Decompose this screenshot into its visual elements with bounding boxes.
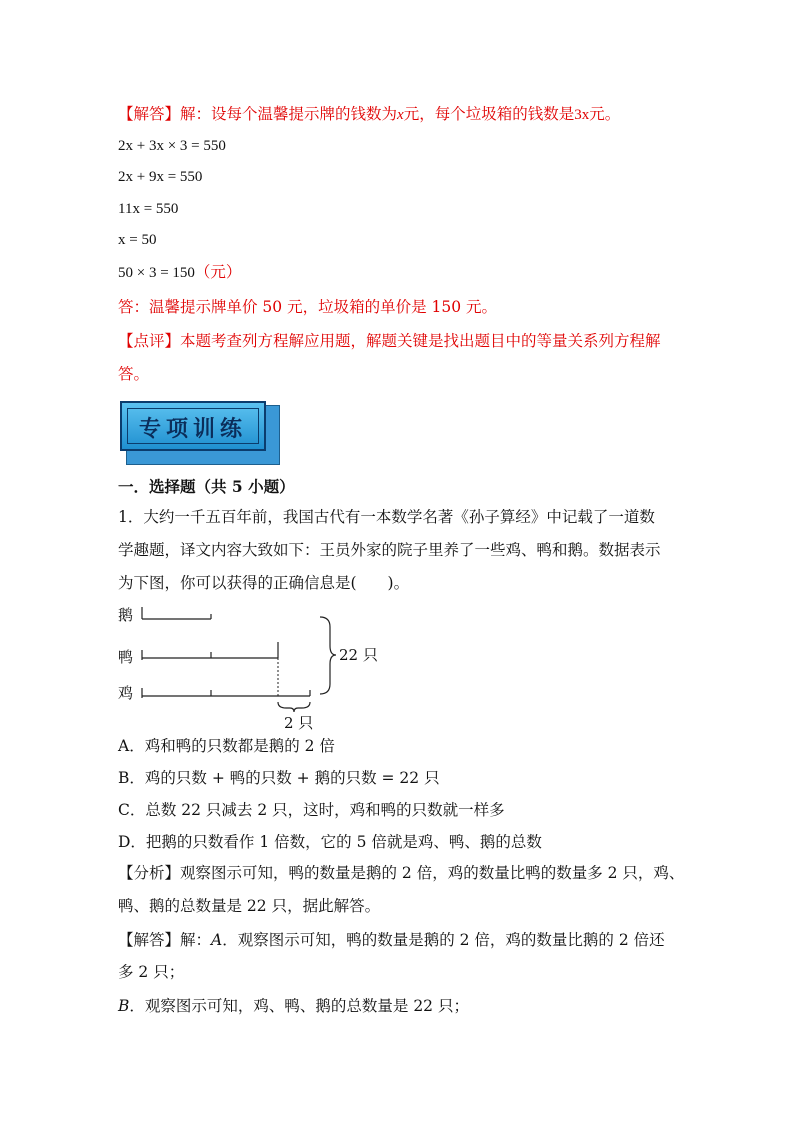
duck-segment [142, 642, 278, 660]
goose-segment [142, 607, 211, 619]
solution-line-1: 【解答】解：设每个温馨提示牌的钱数为x元，每个垃圾箱的钱数是3x元。 [118, 105, 621, 123]
question-line-1: 1．大约一千五百年前，我国古代有一本数学名著《孙子算经》中记载了一道数 [118, 508, 655, 526]
total-label: 22 只 [339, 646, 378, 664]
goose-label: 鹅 [118, 606, 134, 624]
equation-1: 2x + 3x × 3 = 550 [118, 138, 226, 154]
option-a: A．鸡和鸭的只数都是鹅的 2 倍 [118, 737, 335, 755]
solution-bracket: 【解答】 [118, 105, 181, 123]
question-line-3: 为下图，你可以获得的正确信息是( )。 [118, 574, 410, 592]
answer-line-1: 【解答】解：A．观察图示可知，鸭的数量是鹅的 2 倍，鸡的数量比鹅的 2 倍还 [118, 931, 665, 949]
answer-line-2: 多 2 只； [118, 963, 185, 981]
chicken-label: 鸡 [118, 684, 134, 702]
analysis-line-1: 【分析】观察图示可知，鸭的数量是鹅的 2 倍，鸡的数量比鸭的数量多 2 只，鸡、 [118, 864, 685, 882]
section-title: 一．选择题（共 5 小题） [118, 477, 295, 496]
option-d: D．把鹅的只数看作 1 倍数，它的 5 倍就是鸡、鸭、鹅的总数 [118, 833, 542, 851]
equation-3: 11x = 550 [118, 201, 179, 217]
section-banner [120, 401, 278, 463]
line-segment-diagram [116, 598, 386, 738]
equation-4: x = 50 [118, 232, 157, 248]
comment-line-1: 【点评】本题考查列方程解应用题，解题关键是找出题目中的等量关系列方程解 [118, 332, 661, 350]
duck-label: 鸭 [118, 648, 134, 666]
diff-brace [278, 702, 310, 712]
banner-label: 专项训练 [138, 417, 247, 442]
option-c: C．总数 22 只减去 2 只，这时，鸡和鸭的只数就一样多 [118, 801, 505, 819]
comment-line-2: 答。 [118, 365, 150, 383]
question-line-2: 学趣题，译文内容大致如下：王员外家的院子里养了一些鸡、鸭和鹅。数据表示 [118, 541, 661, 559]
equation-2: 2x + 9x = 550 [118, 169, 203, 185]
answer-line-3: B．观察图示可知，鸡、鸭、鹅的总数量是 22 只； [118, 997, 469, 1015]
total-brace [320, 617, 336, 694]
analysis-line-2: 鸭、鹅的总数量是 22 只，据此解答。 [118, 897, 381, 915]
diff-label: 2 只 [284, 714, 314, 732]
answer-line: 答：温馨提示牌单价 50 元，垃圾箱的单价是 150 元。 [118, 298, 498, 316]
option-b: B．鸡的只数 + 鸭的只数 + 鹅的只数 = 22 只 [118, 769, 440, 787]
equation-5: 50 × 3 = 150（元） [118, 263, 242, 281]
chicken-segment [142, 688, 310, 698]
